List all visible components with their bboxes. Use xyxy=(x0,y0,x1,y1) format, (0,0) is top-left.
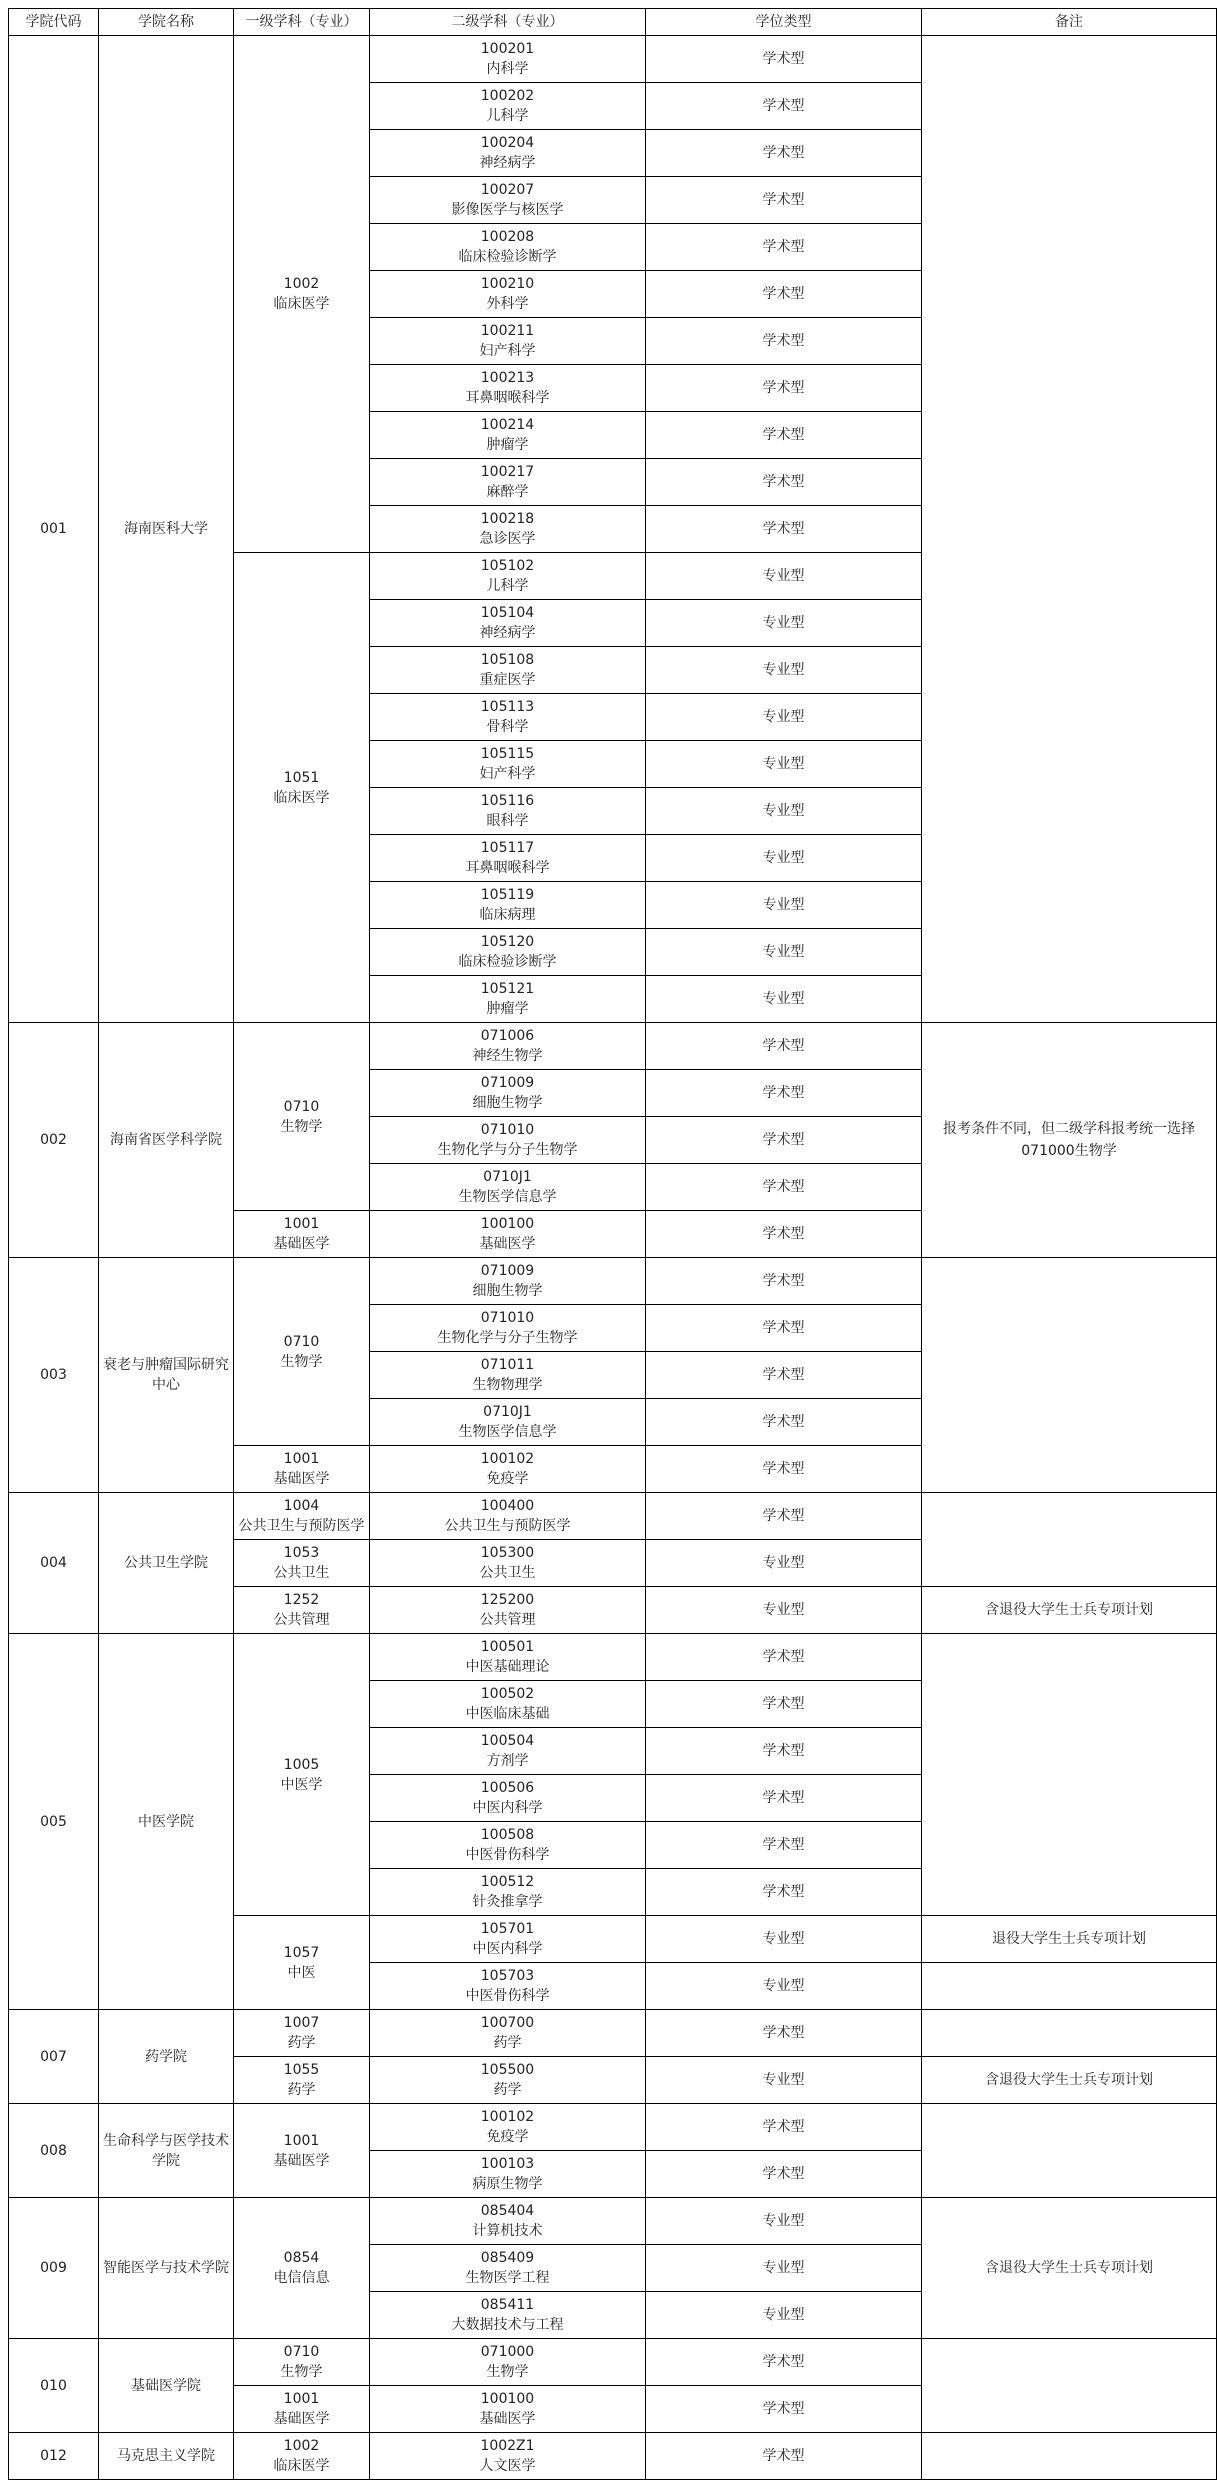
second-level-subject-cell: 0710J1 生物医学信息学 xyxy=(370,1399,646,1446)
second-level-subject-cell: 100207 影像医学与核医学 xyxy=(370,177,646,224)
degree-type-cell: 学术型 xyxy=(646,1070,922,1117)
first-level-subject-cell: 1002 临床医学 xyxy=(234,2433,370,2480)
degree-type-cell: 学术型 xyxy=(646,271,922,318)
remarks-cell: 含退役大学生士兵专项计划 xyxy=(922,1587,1217,1634)
degree-type-cell: 学术型 xyxy=(646,2339,922,2386)
second-level-subject-cell: 100508 中医骨伤科学 xyxy=(370,1822,646,1869)
degree-type-cell: 学术型 xyxy=(646,318,922,365)
table-row xyxy=(9,2339,1217,2386)
program-table xyxy=(8,8,1217,2480)
degree-type-cell: 专业型 xyxy=(646,2292,922,2339)
degree-type-cell: 学术型 xyxy=(646,2104,922,2151)
second-level-subject-cell: 100100 基础医学 xyxy=(370,2386,646,2433)
second-level-subject-cell: 100400 公共卫生与预防医学 xyxy=(370,1493,646,1540)
first-level-subject-cell: 1001 基础医学 xyxy=(234,2386,370,2433)
header-degree-type: 学位类型 xyxy=(646,9,922,36)
college-name-cell: 马克思主义学院 xyxy=(99,2433,234,2480)
degree-type-cell: 学术型 xyxy=(646,1869,922,1916)
college-name-cell: 基础医学院 xyxy=(99,2339,234,2433)
college-code-cell: 010 xyxy=(9,2339,99,2433)
second-level-subject-cell: 071010 生物化学与分子生物学 xyxy=(370,1117,646,1164)
second-level-subject-cell: 100512 针灸推拿学 xyxy=(370,1869,646,1916)
remarks-cell xyxy=(922,2010,1217,2057)
degree-type-cell: 专业型 xyxy=(646,788,922,835)
college-name-cell: 公共卫生学院 xyxy=(99,1493,234,1634)
remarks-cell xyxy=(922,1493,1217,1587)
degree-type-cell: 专业型 xyxy=(646,2245,922,2292)
header-first-level-subject: 一级学科（专业） xyxy=(234,9,370,36)
table-row xyxy=(9,1634,1217,1681)
second-level-subject-cell: 0710J1 生物医学信息学 xyxy=(370,1164,646,1211)
first-level-subject-cell: 1055 药学 xyxy=(234,2057,370,2104)
college-code-cell: 012 xyxy=(9,2433,99,2480)
degree-type-cell: 学术型 xyxy=(646,1117,922,1164)
degree-type-cell: 学术型 xyxy=(646,1728,922,1775)
second-level-subject-cell: 105500 药学 xyxy=(370,2057,646,2104)
degree-type-cell: 学术型 xyxy=(646,506,922,553)
second-level-subject-cell: 071000 生物学 xyxy=(370,2339,646,2386)
remarks-cell xyxy=(922,2339,1217,2433)
table-row xyxy=(9,2010,1217,2057)
second-level-subject-cell: 100208 临床检验诊断学 xyxy=(370,224,646,271)
degree-type-cell: 专业型 xyxy=(646,600,922,647)
degree-type-cell: 学术型 xyxy=(646,1164,922,1211)
table-header-row xyxy=(9,9,1217,36)
remarks-cell xyxy=(922,2104,1217,2198)
second-level-subject-cell: 105104 神经病学 xyxy=(370,600,646,647)
first-level-subject-cell: 1004 公共卫生与预防医学 xyxy=(234,1493,370,1540)
degree-type-cell: 学术型 xyxy=(646,130,922,177)
college-code-cell: 008 xyxy=(9,2104,99,2198)
college-code-cell: 009 xyxy=(9,2198,99,2339)
second-level-subject-cell: 105703 中医骨伤科学 xyxy=(370,1963,646,2010)
first-level-subject-cell: 1001 基础医学 xyxy=(234,1446,370,1493)
second-level-subject-cell: 071010 生物化学与分子生物学 xyxy=(370,1305,646,1352)
second-level-subject-cell: 105117 耳鼻咽喉科学 xyxy=(370,835,646,882)
second-level-subject-cell: 100700 药学 xyxy=(370,2010,646,2057)
second-level-subject-cell: 100214 肿瘤学 xyxy=(370,412,646,459)
college-name-cell: 海南医科大学 xyxy=(99,36,234,1023)
remarks-cell xyxy=(922,1634,1217,1916)
second-level-subject-cell: 100102 免疫学 xyxy=(370,2104,646,2151)
second-level-subject-cell: 071006 神经生物学 xyxy=(370,1023,646,1070)
header-college-name: 学院名称 xyxy=(99,9,234,36)
second-level-subject-cell: 105115 妇产科学 xyxy=(370,741,646,788)
degree-type-cell: 学术型 xyxy=(646,412,922,459)
degree-type-cell: 学术型 xyxy=(646,1681,922,1728)
college-code-cell: 003 xyxy=(9,1258,99,1493)
second-level-subject-cell: 105120 临床检验诊断学 xyxy=(370,929,646,976)
college-name-cell: 生命科学与医学技术学院 xyxy=(99,2104,234,2198)
first-level-subject-cell: 1002 临床医学 xyxy=(234,36,370,553)
second-level-subject-cell: 100211 妇产科学 xyxy=(370,318,646,365)
college-code-cell: 005 xyxy=(9,1634,99,2010)
second-level-subject-cell: 100218 急诊医学 xyxy=(370,506,646,553)
second-level-subject-cell: 105113 骨科学 xyxy=(370,694,646,741)
degree-type-cell: 专业型 xyxy=(646,741,922,788)
remarks-cell: 报考条件不同，但二级学科报考统一选择071000生物学 xyxy=(922,1023,1217,1258)
second-level-subject-cell: 100100 基础医学 xyxy=(370,1211,646,1258)
college-code-cell: 002 xyxy=(9,1023,99,1258)
first-level-subject-cell: 1007 药学 xyxy=(234,2010,370,2057)
second-level-subject-cell: 071009 细胞生物学 xyxy=(370,1258,646,1305)
second-level-subject-cell: 100210 外科学 xyxy=(370,271,646,318)
degree-type-cell: 学术型 xyxy=(646,459,922,506)
second-level-subject-cell: 100213 耳鼻咽喉科学 xyxy=(370,365,646,412)
second-level-subject-cell: 100102 免疫学 xyxy=(370,1446,646,1493)
first-level-subject-cell: 1252 公共管理 xyxy=(234,1587,370,1634)
remarks-cell: 退役大学生士兵专项计划 xyxy=(922,1916,1217,1963)
college-name-cell: 智能医学与技术学院 xyxy=(99,2198,234,2339)
degree-type-cell: 专业型 xyxy=(646,647,922,694)
degree-type-cell: 学术型 xyxy=(646,1258,922,1305)
degree-type-cell: 学术型 xyxy=(646,2433,922,2480)
first-level-subject-cell: 1001 基础医学 xyxy=(234,1211,370,1258)
degree-type-cell: 学术型 xyxy=(646,1211,922,1258)
second-level-subject-cell: 085404 计算机技术 xyxy=(370,2198,646,2245)
degree-type-cell: 学术型 xyxy=(646,1352,922,1399)
degree-type-cell: 专业型 xyxy=(646,1540,922,1587)
college-name-cell: 中医学院 xyxy=(99,1634,234,2010)
first-level-subject-cell: 1053 公共卫生 xyxy=(234,1540,370,1587)
degree-type-cell: 专业型 xyxy=(646,2057,922,2104)
second-level-subject-cell: 125200 公共管理 xyxy=(370,1587,646,1634)
degree-type-cell: 学术型 xyxy=(646,1775,922,1822)
second-level-subject-cell: 105300 公共卫生 xyxy=(370,1540,646,1587)
first-level-subject-cell: 1051 临床医学 xyxy=(234,553,370,1023)
degree-type-cell: 专业型 xyxy=(646,2198,922,2245)
second-level-subject-cell: 105108 重症医学 xyxy=(370,647,646,694)
remarks-cell: 含退役大学生士兵专项计划 xyxy=(922,2198,1217,2339)
first-level-subject-cell: 1001 基础医学 xyxy=(234,2104,370,2198)
college-name-cell: 药学院 xyxy=(99,2010,234,2104)
second-level-subject-cell: 100204 神经病学 xyxy=(370,130,646,177)
first-level-subject-cell: 0710 生物学 xyxy=(234,2339,370,2386)
degree-type-cell: 学术型 xyxy=(646,365,922,412)
degree-type-cell: 专业型 xyxy=(646,835,922,882)
second-level-subject-cell: 105116 眼科学 xyxy=(370,788,646,835)
remarks-cell xyxy=(922,1258,1217,1493)
degree-type-cell: 学术型 xyxy=(646,1634,922,1681)
degree-type-cell: 学术型 xyxy=(646,1822,922,1869)
degree-type-cell: 专业型 xyxy=(646,1916,922,1963)
second-level-subject-cell: 105701 中医内科学 xyxy=(370,1916,646,1963)
second-level-subject-cell: 105121 肿瘤学 xyxy=(370,976,646,1023)
second-level-subject-cell: 100501 中医基础理论 xyxy=(370,1634,646,1681)
second-level-subject-cell: 085409 生物医学工程 xyxy=(370,2245,646,2292)
second-level-subject-cell: 100506 中医内科学 xyxy=(370,1775,646,1822)
header-college-code: 学院代码 xyxy=(9,9,99,36)
table-row xyxy=(9,2433,1217,2480)
degree-type-cell: 学术型 xyxy=(646,1493,922,1540)
degree-type-cell: 专业型 xyxy=(646,929,922,976)
first-level-subject-cell: 0710 生物学 xyxy=(234,1023,370,1211)
table-row xyxy=(9,1493,1217,1540)
remarks-cell xyxy=(922,36,1217,1023)
first-level-subject-cell: 0710 生物学 xyxy=(234,1258,370,1446)
degree-type-cell: 学术型 xyxy=(646,1023,922,1070)
degree-type-cell: 学术型 xyxy=(646,224,922,271)
degree-type-cell: 学术型 xyxy=(646,2010,922,2057)
first-level-subject-cell: 0854 电信信息 xyxy=(234,2198,370,2339)
degree-type-cell: 专业型 xyxy=(646,694,922,741)
degree-type-cell: 专业型 xyxy=(646,976,922,1023)
second-level-subject-cell: 1002Z1 人文医学 xyxy=(370,2433,646,2480)
second-level-subject-cell: 100502 中医临床基础 xyxy=(370,1681,646,1728)
second-level-subject-cell: 100103 病原生物学 xyxy=(370,2151,646,2198)
college-code-cell: 004 xyxy=(9,1493,99,1634)
table-row xyxy=(9,2198,1217,2245)
degree-type-cell: 专业型 xyxy=(646,1963,922,2010)
degree-type-cell: 学术型 xyxy=(646,1446,922,1493)
second-level-subject-cell: 105102 儿科学 xyxy=(370,553,646,600)
table-row xyxy=(9,2104,1217,2151)
remarks-cell xyxy=(922,2433,1217,2480)
degree-type-cell: 学术型 xyxy=(646,177,922,224)
header-remarks: 备注 xyxy=(922,9,1217,36)
second-level-subject-cell: 100504 方剂学 xyxy=(370,1728,646,1775)
second-level-subject-cell: 100217 麻醉学 xyxy=(370,459,646,506)
college-code-cell: 007 xyxy=(9,2010,99,2104)
header-second-level-subject: 二级学科（专业） xyxy=(370,9,646,36)
degree-type-cell: 专业型 xyxy=(646,553,922,600)
second-level-subject-cell: 100202 儿科学 xyxy=(370,83,646,130)
second-level-subject-cell: 085411 大数据技术与工程 xyxy=(370,2292,646,2339)
degree-type-cell: 专业型 xyxy=(646,1587,922,1634)
degree-type-cell: 学术型 xyxy=(646,83,922,130)
table-body xyxy=(9,36,1217,2480)
remarks-cell: 含退役大学生士兵专项计划 xyxy=(922,2057,1217,2104)
college-code-cell: 001 xyxy=(9,36,99,1023)
remarks-cell xyxy=(922,1963,1217,2010)
degree-type-cell: 专业型 xyxy=(646,882,922,929)
degree-type-cell: 学术型 xyxy=(646,2386,922,2433)
first-level-subject-cell: 1005 中医学 xyxy=(234,1634,370,1916)
second-level-subject-cell: 071009 细胞生物学 xyxy=(370,1070,646,1117)
degree-type-cell: 学术型 xyxy=(646,1399,922,1446)
first-level-subject-cell: 1057 中医 xyxy=(234,1916,370,2010)
table-row xyxy=(9,36,1217,83)
college-name-cell: 衰老与肿瘤国际研究中心 xyxy=(99,1258,234,1493)
degree-type-cell: 学术型 xyxy=(646,36,922,83)
second-level-subject-cell: 071011 生物物理学 xyxy=(370,1352,646,1399)
table-row xyxy=(9,1023,1217,1070)
degree-type-cell: 学术型 xyxy=(646,1305,922,1352)
second-level-subject-cell: 105119 临床病理 xyxy=(370,882,646,929)
degree-type-cell: 学术型 xyxy=(646,2151,922,2198)
college-name-cell: 海南省医学科学院 xyxy=(99,1023,234,1258)
second-level-subject-cell: 100201 内科学 xyxy=(370,36,646,83)
table-row xyxy=(9,1258,1217,1305)
